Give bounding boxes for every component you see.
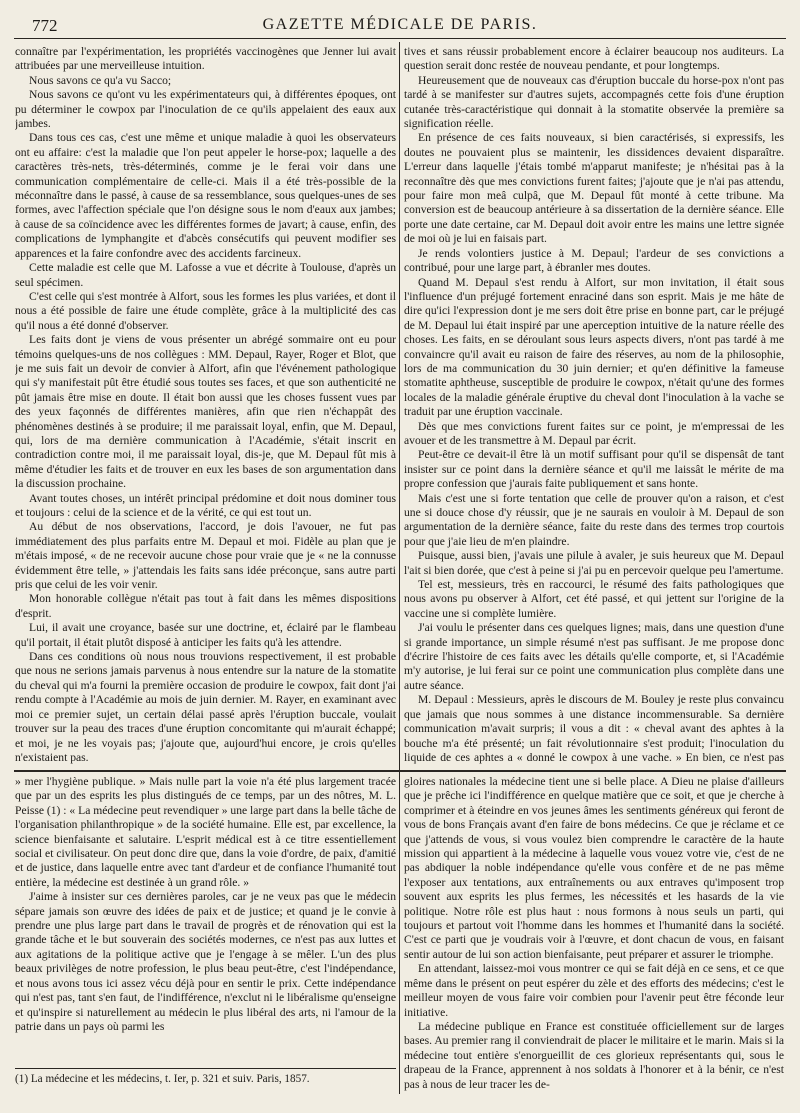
paragraph: Lui, il avait une croyance, basée sur une doctrine, et, éclairé par le flambeau qu'il portait, il était plutôt disposé à anticiper les faits qu'à les attendre. bbox=[15, 621, 396, 649]
paragraph: gloires nationales la médecine tient une si belle place. A Dieu ne plaise d'ailleurs que je prêche ici l'indifférence en quelque matière que ce soit, et que je cherche à comprimer et à éteindre en vos jeunes âmes les sentiments généreux qui feront de vous de bons Français avant d'en faire de bons médecins. Ce que je réclame et ce que j'attends de vous, si vous voulez bien comprendre le caractère de la haute mission qui appartient à la médecine à laquelle vous vouez votre vie, c'est de ne pas abdiquer la noble indépendance qu'elle vous confère et de ne pas même l'exposer aux tentations, aux entraînements ou aux entraves qu'imposent trop souvent aux esprits les plus fermes, les nécessités et les hasards de la vie politique. Notre rôle est plus haut : nous formons à nous seuls un parti, qui toujours et partout voit l'homme dans les hommes et l'humanité dans la société. C'est ce parti que je voudrais voir à l'œuvre, et dont chacun de vous, en faisant sentir autour de lui son action bienfaisante, peut préparer et assurer le triomphe. bbox=[404, 775, 784, 961]
paragraph: Nous savons ce qu'a vu Sacco; bbox=[29, 73, 172, 87]
bottom-right-column bbox=[404, 775, 784, 1093]
paragraph: Avant toutes choses, un intérêt principal prédomine et doit nous dominer tous et toujours : celui de la science et de la vérité, ce qui est tout un. bbox=[15, 491, 396, 519]
paragraph: La médecine publique en France est constituée officiellement sur de larges bases. Au premier rang il conviendrait de placer le militaire et le marin. Mais si la médecine tout entière s'enorgueillit de ces glorieux représentants qui, sous le drapeau de la France, apprennent à nos soldats à l'honorer et à la bénir, ce n'est pas à nous de leur tracer les de- bbox=[404, 1019, 784, 1091]
paragraph: J'aime à insister sur ces dernières paroles, car je ne veux pas que le médecin sépare jamais son œuvre des idées de paix et de justice; et quand je le convie à prendre une plus large part dans le travail de progrès et de rénovation qui est la grande tâche et le but souverain des sociétés modernes, ce n'est pas aux luttes et aux agitations de la politique active que je l'engage à se mêler. L'un des plus beaux privilèges de notre profession, le plus beau peut-être, c'est l'indépendance, et nous avons tous ici assez vécu déjà pour en sentir le prix. Cette indépendance qui n'est pas, tant s'en faut, de l'indifférence, n'exclut ni le libéralisme qu'enseigne et qu'inspire si naturellement au médecin le plus libéral des arts, ni l'amour de la patrie dans un pays où parmi les bbox=[15, 890, 396, 1033]
paragraph: C'est celle qui s'est montrée à Alfort, sous les formes les plus variées, et dont il nous a été possible de faire une étude complète, grâce à la multiplicité des cas qu'il nous a été donné d'observer. bbox=[15, 289, 396, 332]
paragraph: M. Depaul : Messieurs, après le discours de M. Bouley je reste plus convaincu que jamais que nous sommes à une distance incommensurable. Sa dernière communication m'avait surpris; il vous a dit : « cheval avant des aphtes à la bouche m'a été présenté; un fait révolutionnaire s'est produit; l'inoculation du liquide de ces aphtes a « donné le cowpox à une vache. » En bien, ce n'est pas bbox=[404, 693, 784, 764]
paragraph: J'ai voulu le présenter dans ces quelques lignes; mais, dans une question d'une si grande importance, un simple résumé n'est pas suffisant. Je me propose donc d'écrire l'histoire de ces faits avec les détails qu'elle comporte, et, si l'Académie m'y autorise, je lui ferai sur ce point une communication plus complète dans une autre séance. bbox=[404, 621, 784, 692]
section-divider bbox=[14, 770, 786, 772]
paragraph: Peut-être ce devait-il être là un motif suffisant pour qu'il se dispensât de tant insister sur ce point dans la dernière séance et qu'il me laissât le mérite de ma propre confession que j'aurais faite publiquement et sans honte. bbox=[404, 448, 784, 491]
paragraph: Au début de nos observations, l'accord, je dois l'avouer, ne fut pas immédiatement des plus parfaits entre M. Depaul et moi. Fidèle au plan que je m'étais imposé, « de ne recevoir aucune chose pour vraie que je « ne la connusse évidemment être telle, » j'attendais les faits sans idée préconçue, sans autre parti pris que celui de les voir venir. bbox=[15, 520, 396, 592]
top-left-column bbox=[15, 45, 396, 767]
footnote-rule bbox=[15, 1068, 396, 1069]
paragraph: tives et sans réussir probablement encore à éclairer beaucoup nos auditeurs. La question serait donc restée de nouveau pendante, et pour longtemps. bbox=[404, 45, 784, 73]
paragraph: Dans tous ces cas, c'est une même et unique maladie à quoi les observateurs ont eu affaire: c'est la maladie que l'on peut appeler le horse-pox; laquelle a des caractères très-nets, très-déterminés, comme je le ferai voir dans une communication complémentaire de celle-ci. Mais il a été très-possible de la méconnaître dans le passé, à cause de sa ressemblance, sous quelques-unes de ses formes, avec l'affection spéciale que l'on désigne sous le nom d'eaux aux jambes; à cause de sa coïncidence avec les différentes formes de javart; à cause, enfin, des complications de lymphangite et d'abcès consécutifs qui peuvent modifier ses apparences et la faire confondre avec des accidents farcineux. bbox=[15, 131, 396, 260]
paragraph: En attendant, laissez-moi vous montrer ce qui se fait déjà en ce sens, et ce que même dans le présent on peut espérer du zèle et des efforts des médecins; c'est le meilleur moyen de vous faire voir combien pour l'avenir peut être féconde leur initiative. bbox=[404, 962, 784, 1019]
paragraph: connaître par l'expérimentation, les propriétés vaccinogènes que Jenner lui avait attribuées par une merveilleuse intuition. bbox=[15, 45, 396, 73]
paragraph: Cette maladie est celle que M. Lafosse a vue et décrite à Toulouse, d'après un seul spécimen. bbox=[15, 261, 396, 289]
journal-title: GAZETTE MÉDICALE DE PARIS. bbox=[262, 16, 538, 33]
paragraph: Les faits dont je viens de vous présenter un abrégé sommaire ont eu pour témoins quelques-uns de nos collègues : MM. Depaul, Rayer, Roger et Blot, que je me suis fait un devoir de convier à Alfort, afin que l'événement pathologique qui s'y manifestait pût être étudié sous toutes ses faces, et que son authenticité ne pût jamais être mise en doute. Il était bon aussi que les choses fussent vues par des yeux façonnés de différentes manières, afin que rien n'échappât des phénomènes destinés à se produire; il me paraissait loyal, enfin, que M. Depaul, qui, lors de ma dernière communication à l'Académie, s'était inscrit en contradiction contre moi, il me paraissait loyal, dis-je, que M. Depaul fût mis à même d'étudier les faits et de trouver en eux les bases de son argumentation dans la discussion prochaine. bbox=[15, 333, 396, 491]
paragraph: Puisque, aussi bien, j'avais une pilule à avaler, je suis heureux que M. Depaul l'ait si bien dorée, que c'est à peine si j'ai pu en percevoir quelque peu l'amertume. bbox=[404, 549, 784, 577]
paragraph: Dans ces conditions où nous nous trouvions respectivement, il est probable que nous ne serions jamais parvenus à nous entendre sur la nature de la stomatite du cheval qui m'a fourni la première occasion de produire le cowpox, fait dont j'ai rendu compte à l'Académie au mois de juin dernier. M. Rayer, en examinant avec moi ce premier sujet, un certain délai passé après l'éruption buccale, voulait trouver sur la peau des traces d'une éruption concomitante qui m'aurait échappé; et moi, je ne les voyais pas; j'ajoute que, aujourd'hui encore, je crois qu'elles n'existaient pas. bbox=[15, 650, 396, 764]
page-header bbox=[14, 12, 786, 39]
top-right-column bbox=[404, 45, 784, 767]
paragraph bbox=[15, 765, 396, 767]
paragraph: Nous savons ce qu'ont vu les expérimentateurs qui, à différentes époques, ont pu déterminer le cowpox par l'inoculation de ce qu'ils appelaient des eaux aux jambes. bbox=[15, 88, 396, 131]
paragraph: Tel est, messieurs, très en raccourci, le résumé des faits pathologiques que nous avons pu observer à Alfort, cet été passé, et qui jettent sur l'origine de la vaccine une si complète lumière. bbox=[404, 578, 784, 620]
paragraph: Quand M. Depaul s'est rendu à Alfort, sur mon invitation, il était sous l'influence d'un préjugé fortement enraciné dans son esprit. Mais je me hâte de dire qu'ici l'expression dont je me sers doit être prise en bonne part, car le préjugé de M. Depaul lui était inspiré par une aperception intuitive de la nature réelle des choses. Les faits, en se déroulant sous leurs aspects divers, n'ont pas tardé à me convaincre qu'il avait eu raison de faire des réserves, au nom de la philosophie, lors de ma communication du 30 juin dernier; et qu'en définitive la fameuse stomatite aphtheuse, susceptible de produire le cowpox, n'était qu'une des formes locales de la maladie générale éruptive du cheval dont l'inoculation à la vache se traduit par une éruption vaccinale. bbox=[404, 275, 784, 419]
paragraph: En présence de ces faits nouveaux, si bien caractérisés, si expressifs, les doutes ne pouvaient plus se maintenir, les dissidences devaient disparaître. L'erreur dans laquelle j'étais tombé m'apparut manifeste; je n'hésitai pas à la reconnaître dès que mes convictions furent faites; j'ajoute que je n'ai pas attendu, pour faire mon meâ culpâ, que M. Depaul fût monté à cette tribune. Ma conversion est de beaucoup antérieure à sa dissertation de la dernière séance. Elle porte une date certaine, car M. Depaul doit avoir entre les mains une lettre signée de moi où je lui en faisais part. bbox=[404, 131, 784, 246]
paragraph: Dès que mes convictions furent faites sur ce point, je m'empressai de les avouer et de les transmettre à M. Depaul par écrit. bbox=[404, 419, 784, 447]
column-divider-top bbox=[399, 42, 400, 770]
paragraph: Je rends volontiers justice à M. Depaul; l'ardeur de ses convictions a contribué, pour une large part, à ébranler mes doutes. bbox=[404, 246, 784, 275]
paragraph: » mer l'hygiène publique. » Mais nulle part la voie n'a été plus largement tracée que par un des esprits les plus distingués de ce temps, par un des nôtres, M. L. Peisse (1) : « La médecine peut revendiquer » une large part dans la belle tâche de l'organisation philanthropique » de la société humaine. Elle est, par excellence, la science bienfaisante et salutaire. L'esprit médical est à ce titre essentiellement social et civilisateur. On peut donc dire que, dans la voie d'ordre, de paix, d'amitié et de justice, dans laquelle entre avec tant d'ardeur et de confiance l'humanité tout entière, la médecine est destinée à un grand rôle. » bbox=[15, 775, 396, 889]
page-number: 772 bbox=[32, 16, 58, 35]
paragraph: Mais c'est une si forte tentation que celle de prouver qu'on a raison, et c'est une si douce chose d'y réussir, que je ne saurais en vouloir à M. Depaul de son argumentation de la dernière séance, faite du reste dans des termes trop courtois pour que j'aie lieu de m'en plaindre. bbox=[404, 491, 784, 548]
footnote: (1) La médecine et les médecins, t. Ier, p. 321 et suiv. Paris, 1857. bbox=[15, 1073, 310, 1085]
bottom-left-column bbox=[15, 775, 396, 1063]
paragraph: Mon honorable collègue n'était pas tout à fait dans les mêmes dispositions d'esprit. bbox=[15, 592, 396, 620]
column-divider-bottom bbox=[399, 772, 400, 1094]
paragraph: Heureusement que de nouveaux cas d'éruption buccale du horse-pox n'ont pas tardé à se manifester sur d'autres sujets, accompagnés cette fois d'une éruption cutanée très-caractéristique qui donnait à la stomatite observée la première sa signification réelle. bbox=[404, 73, 784, 131]
